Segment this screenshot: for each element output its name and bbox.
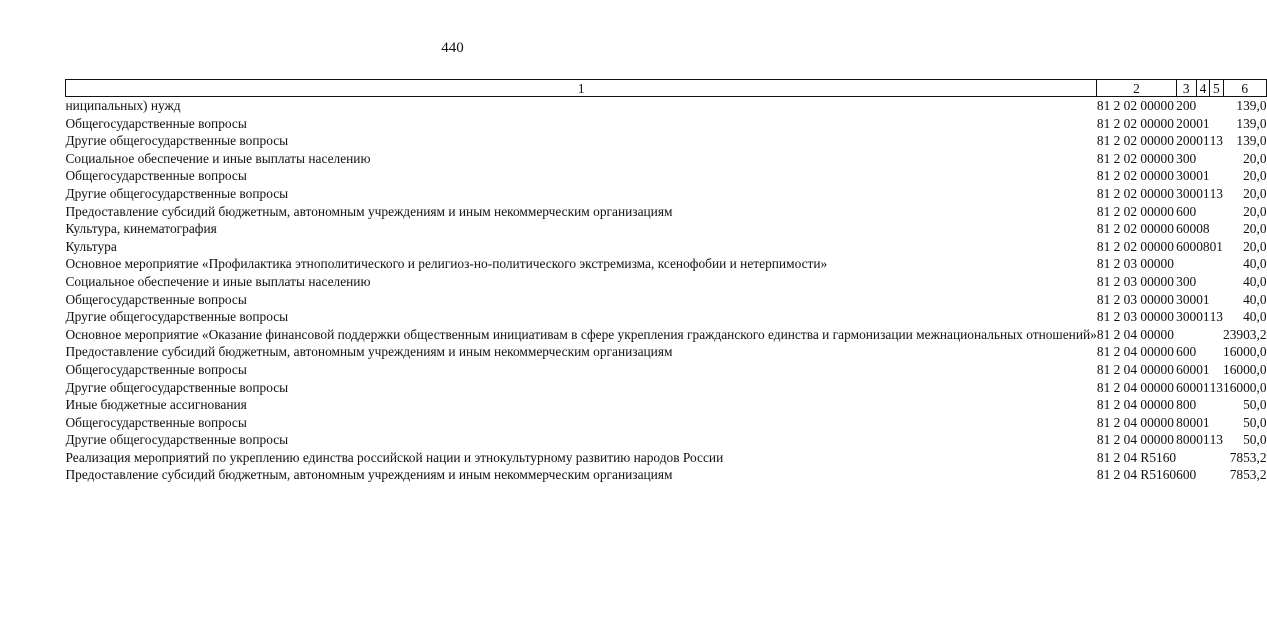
row-rz: 01 [1196,361,1210,377]
row-code: 81 2 04 R5160 [1096,449,1177,465]
row-code: 81 2 04 R5160 [1096,467,1177,483]
row-amount: 23903,2 [1223,326,1267,342]
row-name: Общегосударственные вопросы [65,115,247,131]
row-code: 81 2 04 00000 [1096,361,1174,377]
row-name: Предоставление субсидий бюджетным, автономным учреждениям и иным некоммерческим организациям [65,203,673,219]
row-name: Общегосударственные вопросы [65,291,247,307]
row-pr [1210,414,1223,432]
row-amount: 16000,0 [1223,361,1267,377]
row-rz: 08 [1196,238,1210,254]
page-number: 440 [441,40,464,56]
row-code: 81 2 04 00000 [1096,414,1174,430]
row-name: Общегосударственные вопросы [65,414,247,430]
row-rz: 01 [1196,432,1210,448]
row-code: 81 2 02 00000 [1096,98,1174,113]
row-vr: 800 [1176,432,1197,448]
column-header-code: 2 [1097,80,1176,97]
row-vr: 200 [1176,98,1197,113]
row-vr: 600 [1176,344,1197,360]
row-vr: 600 [1176,221,1197,237]
table-row [66,238,1267,256]
row-pr: 13 [1209,309,1223,325]
row-rz [1196,343,1209,361]
table-row [66,115,1267,133]
row-amount: 20,0 [1243,185,1267,201]
row-name: Другие общегосударственные вопросы [65,379,289,395]
row-pr [1210,220,1223,238]
table-row [66,396,1267,414]
row-rz [1196,449,1209,467]
table-header-row [66,80,1267,97]
row-rz: 01 [1196,414,1210,430]
table-row [66,414,1267,432]
row-name: Другие общегосударственные вопросы [65,133,289,149]
table-row [66,361,1267,379]
row-pr [1210,203,1223,221]
row-code: 81 2 03 00000 [1096,256,1174,272]
row-code: 81 2 02 00000 [1096,115,1174,131]
row-name: Другие общегосударственные вопросы [65,432,289,448]
row-pr [1210,167,1223,185]
table-row [66,343,1267,361]
row-name: Предоставление субсидий бюджетным, автономным учреждениям и иным некоммерческим организациям [65,467,673,483]
row-rz: 01 [1196,379,1210,395]
column-header-rz: 4 [1196,80,1209,97]
row-vr: 200 [1176,133,1197,149]
row-vr: 300 [1176,291,1197,307]
row-name: Другие общегосударственные вопросы [65,309,289,325]
row-code: 81 2 02 00000 [1096,238,1174,254]
row-vr: 800 [1176,397,1197,413]
row-name: Общегосударственные вопросы [65,361,247,377]
table-row [66,379,1267,397]
row-pr [1210,255,1223,273]
row-name: Реализация мероприятий по укреплению единства российской нации и этнокультурному развитию народов России [65,449,724,465]
row-pr [1210,343,1223,361]
row-name: Социальное обеспечение и иные выплаты населению [65,273,371,289]
row-code: 81 2 04 00000 [1096,326,1174,342]
row-vr: 600 [1176,379,1197,395]
table-row [66,449,1267,467]
row-name: Основное мероприятие «Профилактика этнополитического и религиоз-но-политического экстремизма, ксенофобии и нетерпимости» [65,256,828,272]
row-amount: 16000,0 [1223,379,1267,395]
table-row [66,255,1267,273]
row-name: Основное мероприятие «Оказание финансовой поддержки общественным инициативам в сфере укрепления гражданского единства и гармонизации межнациональных отношений» [65,326,1097,342]
row-rz: 01 [1196,185,1210,201]
row-code: 81 2 04 00000 [1096,379,1174,395]
row-amount: 20,0 [1243,168,1267,184]
row-amount: 139,0 [1236,133,1267,149]
row-pr [1210,97,1223,115]
table-row [66,326,1267,344]
column-header-amount: 6 [1223,80,1267,97]
table-row [66,132,1267,150]
row-vr [1176,326,1196,344]
row-amount: 20,0 [1243,221,1267,237]
row-code: 81 2 04 00000 [1096,397,1174,413]
column-header-name: 1 [66,80,1097,97]
row-name: Культура, кинематография [65,221,217,237]
row-rz [1196,396,1209,414]
table-row [66,203,1267,221]
column-header-pr: 5 [1210,80,1223,97]
row-vr: 600 [1176,361,1197,377]
row-pr [1210,150,1223,168]
row-rz [1196,150,1209,168]
row-rz [1196,326,1209,344]
table-row [66,273,1267,291]
row-rz [1196,97,1209,115]
row-rz [1196,466,1209,484]
budget-table [65,79,1267,484]
row-amount: 20,0 [1243,203,1267,219]
row-vr: 300 [1176,168,1197,184]
row-rz: 08 [1196,221,1210,237]
row-amount: 16000,0 [1223,344,1267,360]
row-vr [1176,449,1196,467]
row-amount: 20,0 [1243,150,1267,166]
row-rz [1196,203,1209,221]
table-row [66,308,1267,326]
row-name: Общегосударственные вопросы [65,168,247,184]
row-amount: 50,0 [1243,397,1267,413]
row-amount: 50,0 [1243,414,1267,430]
row-vr: 800 [1176,414,1197,430]
row-vr: 600 [1176,467,1197,483]
row-pr [1210,291,1223,309]
row-pr: 13 [1209,432,1223,448]
table-row [66,185,1267,203]
column-header-vr: 3 [1176,80,1196,97]
row-rz: 01 [1196,291,1210,307]
row-name: Предоставление субсидий бюджетным, автономным учреждениям и иным некоммерческим организациям [65,344,673,360]
row-rz [1196,255,1209,273]
row-pr [1210,361,1223,379]
row-pr [1210,273,1223,291]
row-vr: 300 [1176,273,1197,289]
row-code: 81 2 02 00000 [1096,150,1174,166]
row-pr [1210,396,1223,414]
row-code: 81 2 04 00000 [1096,432,1174,448]
row-code: 81 2 03 00000 [1096,309,1174,325]
row-amount: 50,0 [1243,432,1267,448]
row-pr [1210,449,1223,467]
row-pr [1210,326,1223,344]
row-code: 81 2 02 00000 [1096,203,1174,219]
row-amount: 40,0 [1243,309,1267,325]
row-rz: 01 [1196,133,1210,149]
row-rz: 01 [1196,309,1210,325]
row-code: 81 2 02 00000 [1096,133,1174,149]
table-row [66,167,1267,185]
row-amount: 40,0 [1243,273,1267,289]
row-amount: 20,0 [1243,238,1267,254]
row-rz: 01 [1196,115,1210,131]
row-vr: 300 [1176,150,1197,166]
row-vr: 200 [1176,115,1197,131]
row-pr: 01 [1209,238,1223,254]
row-code: 81 2 02 00000 [1096,168,1174,184]
row-rz [1196,273,1209,291]
row-pr: 13 [1209,379,1223,395]
row-vr: 600 [1176,238,1197,254]
row-code: 81 2 04 00000 [1096,344,1174,360]
row-vr [1176,255,1196,273]
row-name: Другие общегосударственные вопросы [65,185,289,201]
table-row [66,150,1267,168]
row-name: Социальное обеспечение и иные выплаты населению [65,150,371,166]
row-amount: 7853,2 [1229,449,1267,465]
table-row [66,431,1267,449]
row-pr [1210,466,1223,484]
row-vr: 300 [1176,309,1197,325]
row-code: 81 2 03 00000 [1096,291,1174,307]
row-rz: 01 [1196,168,1210,184]
row-amount: 40,0 [1243,256,1267,272]
row-name: Культура [65,238,117,254]
row-amount: 139,0 [1236,115,1267,131]
table-row [66,97,1267,115]
row-code: 81 2 03 00000 [1096,273,1174,289]
row-amount: 40,0 [1243,291,1267,307]
row-pr [1210,115,1223,133]
row-amount: 7853,2 [1229,467,1267,483]
row-vr: 600 [1176,203,1197,219]
row-code: 81 2 02 00000 [1096,185,1174,201]
row-name: ниципальных) нужд [65,98,181,113]
table-row [66,466,1267,484]
row-name: Иные бюджетные ассигнования [65,397,247,413]
row-vr: 300 [1176,185,1197,201]
table-row [66,291,1267,309]
row-amount: 139,0 [1236,98,1267,113]
table-row [66,220,1267,238]
row-code: 81 2 02 00000 [1096,221,1174,237]
row-pr: 13 [1209,133,1223,149]
row-pr: 13 [1209,185,1223,201]
